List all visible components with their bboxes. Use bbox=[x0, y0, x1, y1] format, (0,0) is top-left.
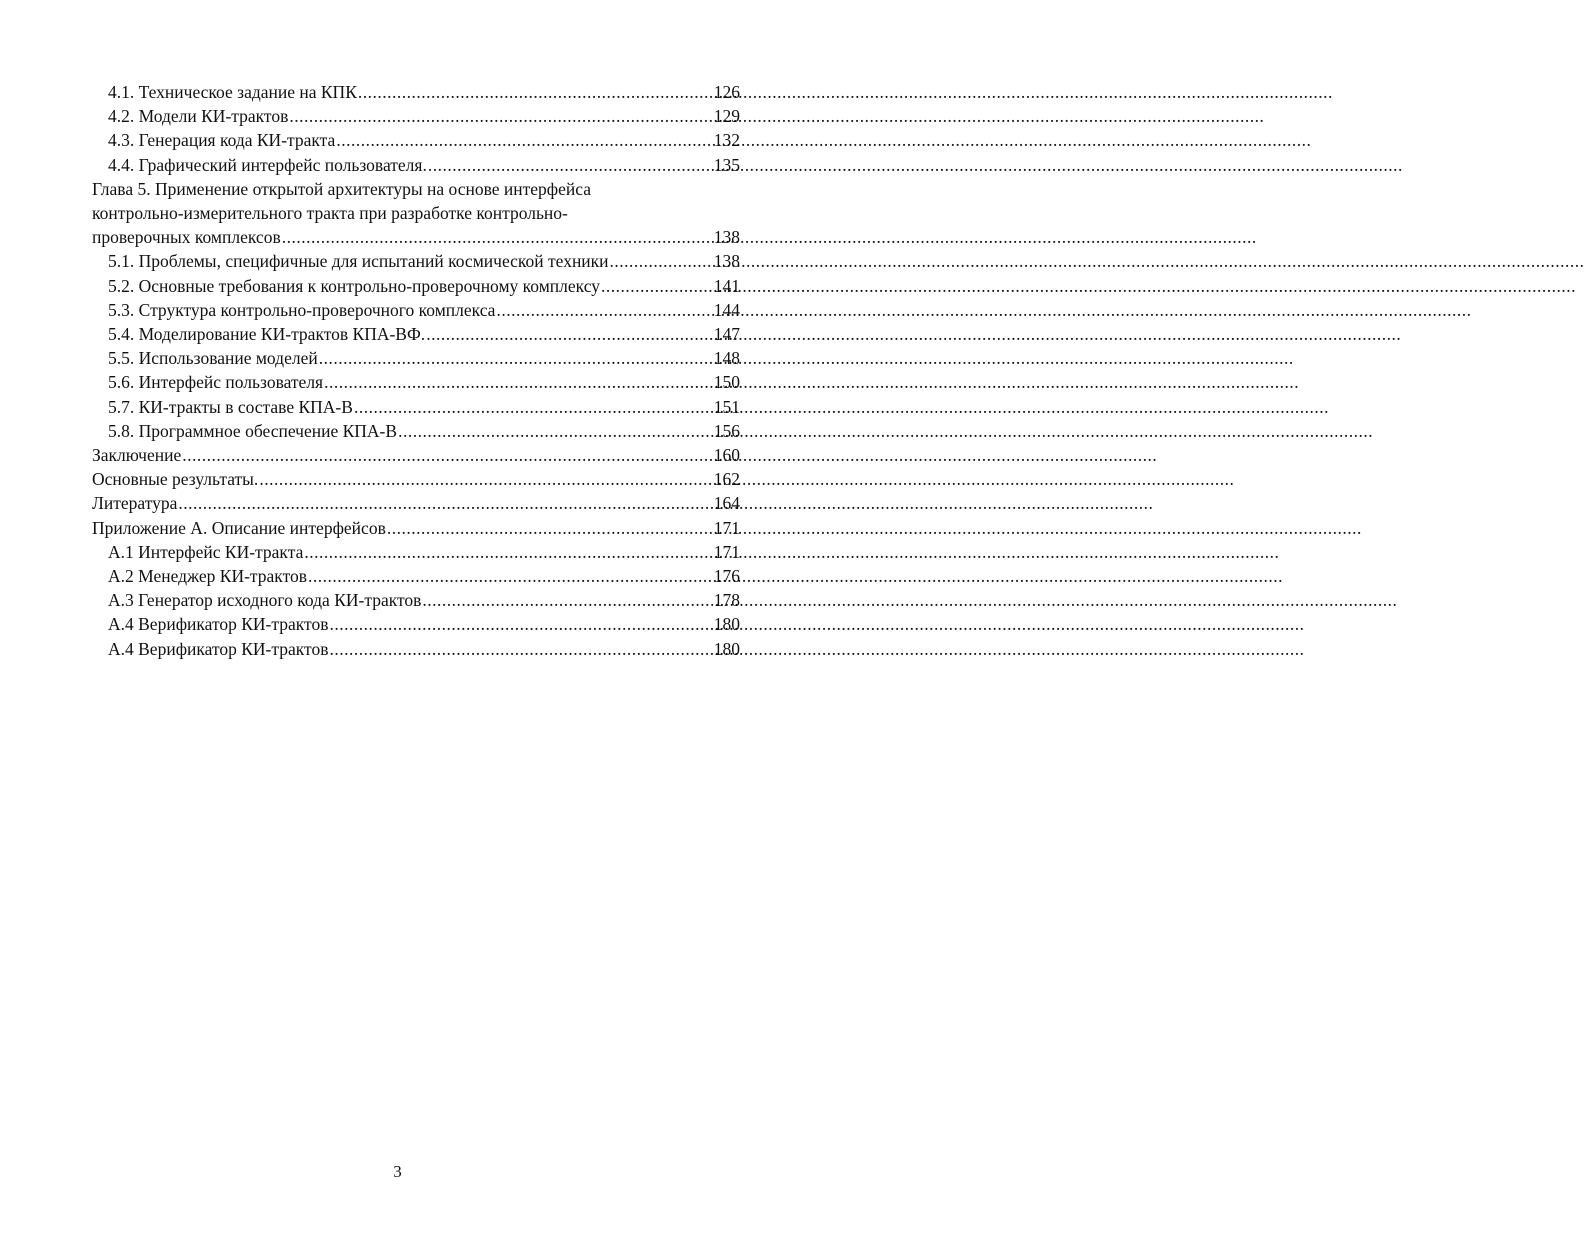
toc-entry-page: 138 bbox=[713, 251, 740, 272]
toc-entry-page: 162 bbox=[713, 469, 740, 490]
toc-entry-page: 147 bbox=[713, 324, 740, 345]
dot-leader bbox=[259, 467, 711, 491]
toc-entry bbox=[92, 419, 740, 443]
toc-entry bbox=[92, 249, 740, 273]
toc-entry-title: 5.4. Моделирование КИ-трактов КПА-ВФ. bbox=[108, 324, 426, 345]
toc-entry-page: 171 bbox=[713, 541, 740, 562]
toc-entry-page: 138 bbox=[713, 227, 740, 248]
toc-entry-page: 150 bbox=[713, 372, 740, 393]
dot-leader bbox=[610, 249, 711, 273]
dot-leader bbox=[289, 104, 711, 128]
dot-leader bbox=[358, 80, 711, 104]
toc-entry bbox=[92, 443, 740, 467]
toc-entry bbox=[92, 588, 740, 612]
dot-leader bbox=[329, 637, 711, 661]
toc-entry-page: 148 bbox=[713, 348, 740, 369]
dot-leader bbox=[387, 516, 711, 540]
toc-entry bbox=[92, 612, 740, 636]
toc-entry bbox=[92, 104, 740, 128]
toc-entry-title: 4.1. Техническое задание на КПК bbox=[108, 82, 357, 102]
toc-entry bbox=[92, 322, 740, 346]
dot-leader bbox=[282, 225, 711, 249]
toc-entry-page: 176 bbox=[713, 566, 740, 587]
toc-entry-title: 4.4. Графический интерфейс пользователя. bbox=[108, 154, 427, 175]
toc-entry bbox=[92, 128, 740, 152]
dot-leader bbox=[426, 322, 711, 346]
dot-leader bbox=[178, 491, 711, 515]
toc-entry-page: 126 bbox=[713, 82, 740, 102]
page-number: 3 bbox=[393, 1162, 402, 1181]
toc-entry bbox=[92, 540, 740, 564]
toc-entry bbox=[92, 467, 740, 491]
toc-entry-title: проверочных комплексов bbox=[92, 227, 281, 248]
toc-entry-page: 144 bbox=[713, 299, 740, 320]
toc-entry bbox=[92, 346, 740, 370]
dot-leader bbox=[422, 588, 711, 612]
toc-entry-title: 5.8. Программное обеспечение КПА-В bbox=[108, 420, 398, 441]
toc-entry-title: А.4 Верификатор КИ-трактов bbox=[108, 614, 329, 635]
dot-leader bbox=[324, 370, 711, 394]
toc-entry-title: А.2 Менеджер КИ-трактов bbox=[108, 566, 308, 587]
toc-entry-title: 5.3. Структура контрольно-проверочного комплекса bbox=[108, 299, 496, 320]
toc-entry-title: 5.7. КИ-тракты в составе КПА-В bbox=[108, 396, 353, 417]
toc-entry-title-line: контрольно-измерительного тракта при разработке контрольно- bbox=[92, 203, 568, 224]
toc-entry-title: Приложение А. Описание интерфейсов bbox=[92, 517, 386, 538]
dot-leader bbox=[308, 564, 711, 588]
dot-leader bbox=[496, 298, 711, 322]
toc-entry-page: 156 bbox=[713, 420, 740, 441]
toc-entry bbox=[92, 516, 740, 540]
toc-entry-title-line: Глава 5. Применение открытой архитектуры на основе интерфейса bbox=[92, 178, 592, 199]
dot-leader bbox=[398, 419, 711, 443]
toc-entry-title: 5.2. Основные требования к контрольно-проверочному комплексу bbox=[108, 275, 600, 296]
toc-entry-page: 160 bbox=[713, 445, 740, 466]
toc-entry-title: Основные результаты. bbox=[92, 469, 259, 490]
toc-entry-page: 180 bbox=[713, 614, 740, 635]
toc-entry bbox=[92, 274, 740, 298]
toc-entry-page: 135 bbox=[713, 154, 740, 175]
toc-entry-title: 4.2. Модели КИ-трактов bbox=[108, 106, 289, 127]
toc-entry-page: 132 bbox=[713, 130, 740, 151]
toc-entry bbox=[92, 80, 740, 104]
toc-entry-page: 164 bbox=[713, 493, 740, 514]
toc-entry-page: 178 bbox=[713, 590, 740, 611]
dot-leader bbox=[319, 346, 711, 370]
toc-entry-title: А.4 Верификатор КИ-трактов bbox=[108, 638, 329, 659]
toc-entry-title: 5.5. Использование моделей bbox=[108, 348, 318, 369]
toc-entry-page: 151 bbox=[713, 396, 740, 417]
toc-entry-page: 141 bbox=[713, 275, 740, 296]
dot-leader bbox=[304, 540, 711, 564]
toc-entry-title: 4.3. Генерация кода КИ-тракта bbox=[108, 130, 336, 151]
toc-entry bbox=[92, 298, 740, 322]
toc-entry-page: 171 bbox=[713, 517, 740, 538]
toc-entry bbox=[92, 177, 740, 250]
toc-entry bbox=[92, 395, 740, 419]
toc-entry-title: А.3 Генератор исходного кода КИ-трактов bbox=[108, 590, 422, 611]
toc-entry bbox=[92, 564, 740, 588]
toc-entry bbox=[92, 491, 740, 515]
toc-entry bbox=[92, 637, 740, 661]
toc-entry bbox=[92, 370, 740, 394]
toc-entry-title: Заключение bbox=[92, 445, 182, 466]
toc-entry-title: 5.6. Интерфейс пользователя bbox=[108, 372, 324, 393]
toc-entry-page: 180 bbox=[713, 638, 740, 659]
dot-leader bbox=[336, 128, 711, 152]
dot-leader bbox=[182, 443, 711, 467]
dot-leader bbox=[601, 274, 711, 298]
dot-leader bbox=[354, 395, 711, 419]
table-of-contents bbox=[92, 80, 740, 661]
dot-leader bbox=[428, 153, 711, 177]
toc-entry-title: 5.1. Проблемы, специфичные для испытаний космической техники bbox=[108, 251, 609, 272]
dot-leader bbox=[329, 612, 711, 636]
toc-entry-title: А.1 Интерфейс КИ-тракта bbox=[108, 541, 304, 562]
toc-entry-title: Литература bbox=[92, 493, 178, 514]
toc-entry bbox=[92, 153, 740, 177]
toc-entry-page: 129 bbox=[713, 106, 740, 127]
